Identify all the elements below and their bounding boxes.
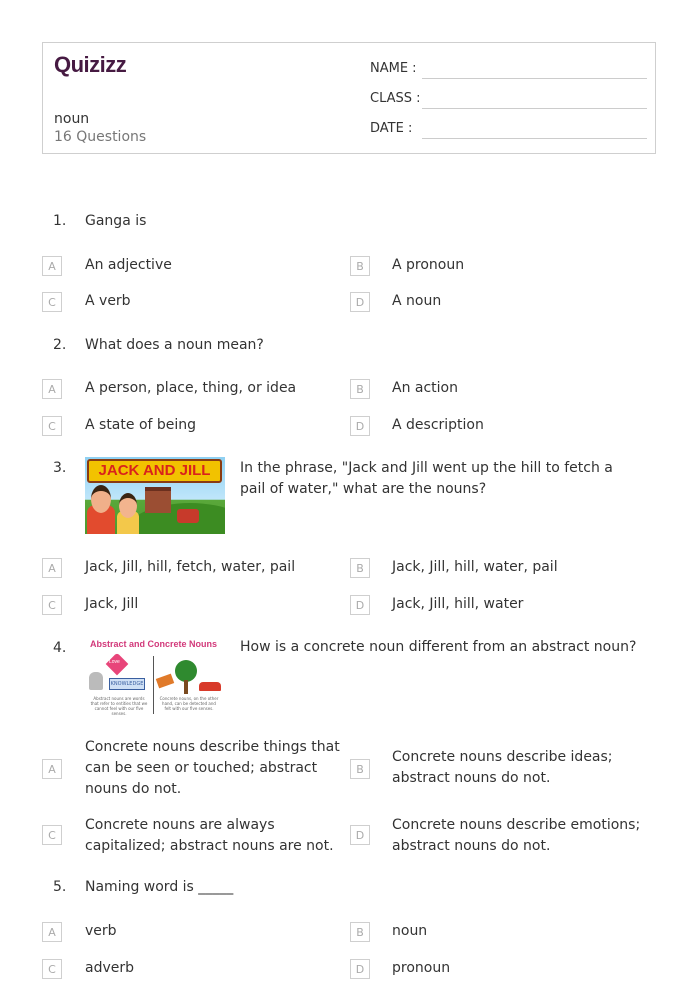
option-text[interactable]: A person, place, thing, or idea	[85, 380, 297, 396]
option-letter[interactable]: A	[42, 558, 62, 578]
question-text: What does a noun mean?	[85, 337, 264, 353]
hill-shape	[125, 503, 225, 534]
question-text: Ganga is	[85, 213, 147, 229]
option-text[interactable]: A state of being	[85, 417, 197, 433]
option-letter[interactable]: D	[350, 959, 370, 979]
option-letter[interactable]: A	[42, 379, 62, 399]
date-label: DATE :	[370, 121, 413, 136]
option-text[interactable]: Concrete nouns describe emotions; abstract nouns do not.	[392, 817, 641, 854]
option-letter[interactable]: B	[350, 558, 370, 578]
option-letter[interactable]: C	[42, 416, 62, 436]
person-icon	[89, 672, 103, 690]
tree-icon	[175, 660, 197, 682]
jack-and-jill-image	[85, 457, 225, 534]
concrete-caption: Concrete nouns, on the other hand, can be detected and felt with our five senses.	[159, 696, 219, 711]
option-text[interactable]: Jack, Jill, hill, water, pail	[392, 559, 558, 575]
car-icon	[199, 682, 221, 691]
option-text[interactable]: Concrete nouns describe ideas; abstract nouns do not.	[392, 749, 613, 786]
option-letter[interactable]: D	[350, 292, 370, 312]
option-letter[interactable]: C	[42, 825, 62, 845]
girl-head	[119, 493, 137, 518]
option-text[interactable]: Jack, Jill, hill, fetch, water, pail	[85, 559, 296, 575]
date-field[interactable]	[422, 138, 647, 139]
tree-trunk	[184, 680, 188, 694]
class-label: CLASS :	[370, 91, 421, 106]
option-text[interactable]: Jack, Jill	[85, 596, 139, 612]
abstract-caption: Abstract nouns are words that refer to entities that we cannot feel with our five senses.	[90, 696, 148, 716]
option-letter[interactable]: B	[350, 922, 370, 942]
worksheet-title: noun	[54, 111, 90, 127]
pail-shape	[177, 509, 199, 523]
love-label: Love	[109, 659, 120, 665]
option-text[interactable]: An action	[392, 380, 458, 396]
well-shape	[145, 487, 171, 513]
question-number: 4.	[53, 640, 67, 656]
option-letter[interactable]: B	[350, 256, 370, 276]
question-text: Naming word is _____	[85, 879, 234, 895]
option-text[interactable]: Concrete nouns describe things that can be seen or touched; abstract nouns do not.	[85, 739, 340, 797]
class-field[interactable]	[422, 108, 647, 109]
name-label: NAME :	[370, 61, 417, 76]
question-number: 1.	[53, 213, 67, 229]
quizizz-logo: Quizizz	[54, 52, 127, 77]
boy-head	[91, 485, 111, 513]
knowledge-label: KNOWLEDGE	[109, 678, 145, 690]
option-letter[interactable]: A	[42, 759, 62, 779]
worksheet-header	[42, 42, 656, 154]
option-text[interactable]: adverb	[85, 960, 135, 976]
question-number: 5.	[53, 879, 67, 895]
name-field[interactable]	[422, 78, 647, 79]
option-text[interactable]: Concrete nouns are always capitalized; abstract nouns are not.	[85, 817, 334, 854]
option-text[interactable]: A verb	[85, 293, 131, 309]
option-text[interactable]: pronoun	[392, 960, 451, 976]
option-letter[interactable]: A	[42, 922, 62, 942]
option-text[interactable]: Jack, Jill, hill, water	[392, 596, 524, 612]
divider	[153, 656, 154, 714]
option-letter[interactable]: C	[42, 595, 62, 615]
option-text[interactable]: A pronoun	[392, 257, 465, 273]
option-letter[interactable]: B	[350, 379, 370, 399]
option-letter[interactable]: D	[350, 416, 370, 436]
option-letter[interactable]: B	[350, 759, 370, 779]
option-text[interactable]: noun	[392, 923, 428, 939]
book-icon	[156, 674, 174, 689]
question-text: How is a concrete noun different from an abstract noun?	[240, 639, 637, 655]
abstract-concrete-image	[85, 636, 225, 716]
question-number: 3.	[53, 460, 67, 476]
option-text[interactable]: A noun	[392, 293, 442, 309]
option-text[interactable]: A description	[392, 417, 484, 433]
option-letter[interactable]: D	[350, 595, 370, 615]
option-letter[interactable]: A	[42, 256, 62, 276]
option-letter[interactable]: C	[42, 959, 62, 979]
option-letter[interactable]: C	[42, 292, 62, 312]
image-title: Abstract and Concrete Nouns	[90, 639, 218, 649]
option-text[interactable]: verb	[85, 923, 117, 939]
question-text: In the phrase, "Jack and Jill went up the hill to fetch a pail of water," what are the nouns?	[240, 460, 613, 497]
option-letter[interactable]: D	[350, 825, 370, 845]
question-number: 2.	[53, 337, 67, 353]
image-banner: JACK AND JILL	[87, 459, 222, 483]
option-text[interactable]: An adjective	[85, 257, 172, 273]
question-count: 16 Questions	[54, 129, 147, 145]
